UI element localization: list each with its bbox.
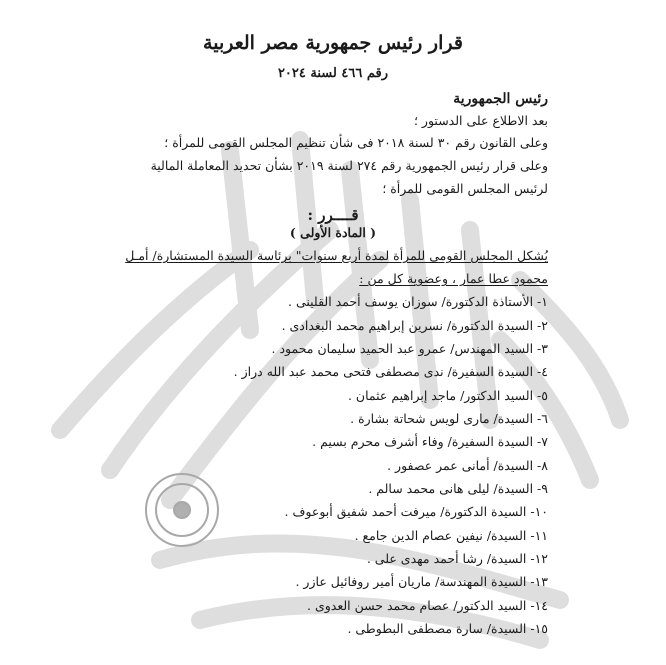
member-item: ٩- السيدة/ ليلى هانى محمد سالم . bbox=[368, 481, 548, 496]
decree-word: قــــرر : bbox=[307, 206, 359, 224]
member-item: ١٣- السيدة المهندسة/ ماريان أمير روفائيل عازر . bbox=[295, 574, 548, 589]
member-item: ١٥- السيدة/ سارة مصطفى البطوطى . bbox=[347, 621, 548, 636]
decree-number: رقم ٤٦٦ لسنة ٢٠٢٤ bbox=[277, 66, 389, 81]
member-item: ١٠- السيدة الدكتورة/ ميرفت أحمد شفيق أبوعوف . bbox=[284, 504, 548, 519]
preamble-line: لرئيس المجلس القومى للمرأة ؛ bbox=[382, 181, 548, 196]
article-title: ( المادة الأولى ) bbox=[289, 225, 377, 240]
member-item: ١١- السيدة/ نيفين عصام الدين جامع . bbox=[354, 528, 548, 543]
member-item: ١٤- السيد الدكتور/ عصام محمد حسن العدوى . bbox=[307, 598, 548, 613]
member-item: ١٢- السيدة/ رشا أحمد مهدى على . bbox=[366, 551, 548, 566]
issuer-heading: رئيس الجمهورية bbox=[453, 91, 548, 107]
member-item: ٨- السيدة/ أمانى عمر عصفور . bbox=[387, 458, 548, 473]
member-item: ٦- السيدة/ مارى لويس شحاتة بشارة . bbox=[350, 411, 548, 426]
preamble-line: بعد الاطلاع على الدستور ؛ bbox=[413, 113, 548, 128]
article-body-line: محمود عطا عمار ، وعضوية كل من : bbox=[359, 271, 548, 286]
member-item: ٣- السيد المهندس/ عمرو عبد الحميد سليمان محمود . bbox=[271, 341, 548, 356]
preamble-line: وعلى قرار رئيس الجمهورية رقم ٢٧٤ لسنة ٢٠١٩ بشأن تحديد المعاملة المالية bbox=[150, 158, 548, 173]
member-item: ٤- السيدة السفيرة/ ندى مصطفى فتحى محمد عبد الله دراز . bbox=[233, 364, 548, 379]
preamble-line: وعلى القانون رقم ٣٠ لسنة ٢٠١٨ فى شأن تنظيم المجلس القومى للمرأة ؛ bbox=[164, 135, 548, 150]
article-body-line: يُشكل المجلس القومى للمرأة لمدة أربع سنوات" برئاسة السيدة المستشارة/ أمـل bbox=[125, 248, 548, 263]
member-item: ٧- السيدة السفيرة/ وفاء أشرف محرم بسيم . bbox=[312, 434, 548, 449]
member-item: ٥- السيد الدكتور/ ماجد إبراهيم عثمان . bbox=[347, 388, 548, 403]
ministry-stamp bbox=[146, 474, 218, 546]
decree-title: قرار رئيس جمهورية مصر العربية bbox=[203, 32, 463, 54]
member-item: ١- الأستاذة الدكتورة/ سوزان يوسف أحمد القلينى . bbox=[288, 294, 548, 309]
member-item: ٢- السيدة الدكتورة/ نسرين إبراهيم محمد البغدادى . bbox=[281, 318, 548, 333]
